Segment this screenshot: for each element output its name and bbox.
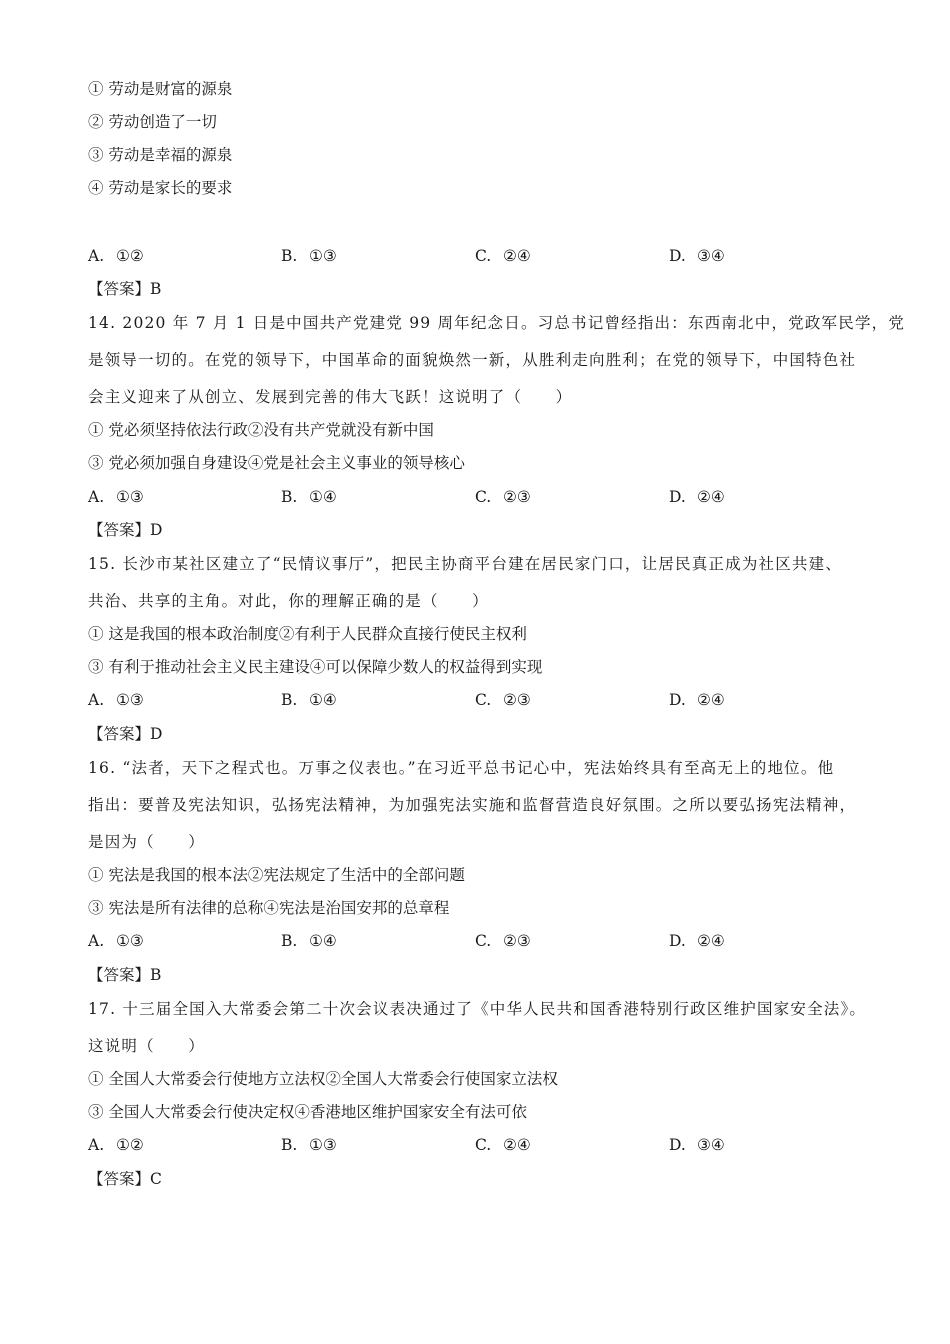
option-a: A. ①③ <box>88 691 144 709</box>
option-d: D. ②④ <box>669 488 725 506</box>
question-stem-line: 15. 长沙市某社区建立了“民情议事厅”，把民主协商平台建在居民家门口，让居民真正成为社区共建、 <box>88 555 843 573</box>
statement-line: ③ 全国人大常委会行使决定权④香港地区维护国家安全有法可依 <box>88 1103 527 1121</box>
option-d: D. ③④ <box>669 247 725 265</box>
question-stem-line: 共治、共享的主角。对此，你的理解正确的是（ ） <box>88 592 489 610</box>
option-a: A. ①② <box>88 247 144 265</box>
statement-line: ① 宪法是我国的根本法②宪法规定了生活中的全部问题 <box>88 866 465 884</box>
statement-line: ① 这是我国的根本政治制度②有利于人民群众直接行使民主权利 <box>88 625 527 643</box>
question-stem-line: 14. 2020 年 7 月 1 日是中国共产党建党 99 周年纪念日。习总书记曾经指出：东西南北中，党政军民学，党 <box>88 314 906 332</box>
option-b: B. ①③ <box>281 247 337 265</box>
statement-line: ③ 党必须加强自身建设④党是社会主义事业的领导核心 <box>88 454 465 472</box>
statement-4: ④ 劳动是家长的要求 <box>88 179 233 197</box>
option-a: A. ①② <box>88 1136 144 1154</box>
option-c: C. ②④ <box>475 247 531 265</box>
option-c: C. ②④ <box>475 1136 531 1154</box>
options-row <box>88 693 868 713</box>
options-row <box>88 934 868 954</box>
option-b: B. ①④ <box>281 488 337 506</box>
option-d: D. ②④ <box>669 691 725 709</box>
option-d: D. ③④ <box>669 1136 725 1154</box>
option-c: C. ②③ <box>475 932 531 950</box>
statement-2: ② 劳动创造了一切 <box>88 113 217 131</box>
statement-line: ③ 有利于推动社会主义民主建设④可以保障少数人的权益得到实现 <box>88 658 543 676</box>
question-stem-line: 16. “法者，天下之程式也。万事之仪表也。”在习近平总书记心中，宪法始终具有至高无上的地位。他 <box>88 759 835 777</box>
statement-3: ③ 劳动是幸福的源泉 <box>88 146 233 164</box>
option-c: C. ②③ <box>475 691 531 709</box>
options-row <box>88 490 868 510</box>
statement-1: ① 劳动是财富的源泉 <box>88 80 233 98</box>
option-b: B. ①③ <box>281 1136 337 1154</box>
statement-line: ① 全国人大常委会行使地方立法权②全国人大常委会行使国家立法权 <box>88 1070 558 1088</box>
question-stem-line: 会主义迎来了从创立、发展到完善的伟大飞跃！这说明了（ ） <box>88 388 573 406</box>
question-stem-line: 这说明（ ） <box>88 1037 205 1055</box>
statement-line: ③ 宪法是所有法律的总称④宪法是治国安邦的总章程 <box>88 899 450 917</box>
question-stem-line: 是因为（ ） <box>88 833 205 851</box>
options-row <box>88 1138 868 1158</box>
question-stem-line: 是领导一切的。在党的领导下，中国革命的面貌焕然一新，从胜利走向胜利；在党的领导下，中国特色社 <box>88 351 857 369</box>
option-a: A. ①③ <box>88 932 144 950</box>
option-b: B. ①④ <box>281 932 337 950</box>
question-stem-line: 17. 十三届全国入大常委会第二十次会议表决通过了《中华人民共和国香港特别行政区维护国家安全法》。 <box>88 1000 867 1018</box>
answer: 【答案】D <box>88 725 163 743</box>
options-row <box>88 249 868 269</box>
answer: 【答案】D <box>88 521 163 539</box>
option-b: B. ①④ <box>281 691 337 709</box>
option-d: D. ②④ <box>669 932 725 950</box>
statement-line: ① 党必须坚持依法行政②没有共产党就没有新中国 <box>88 421 434 439</box>
answer: 【答案】B <box>88 280 162 298</box>
answer: 【答案】C <box>88 1170 162 1188</box>
answer: 【答案】B <box>88 966 162 984</box>
option-a: A. ①③ <box>88 488 144 506</box>
question-stem-line: 指出：要普及宪法知识，弘扬宪法精神，为加强宪法实施和监督营造良好氛围。之所以要弘扬宪法精神， <box>88 796 857 814</box>
option-c: C. ②③ <box>475 488 531 506</box>
